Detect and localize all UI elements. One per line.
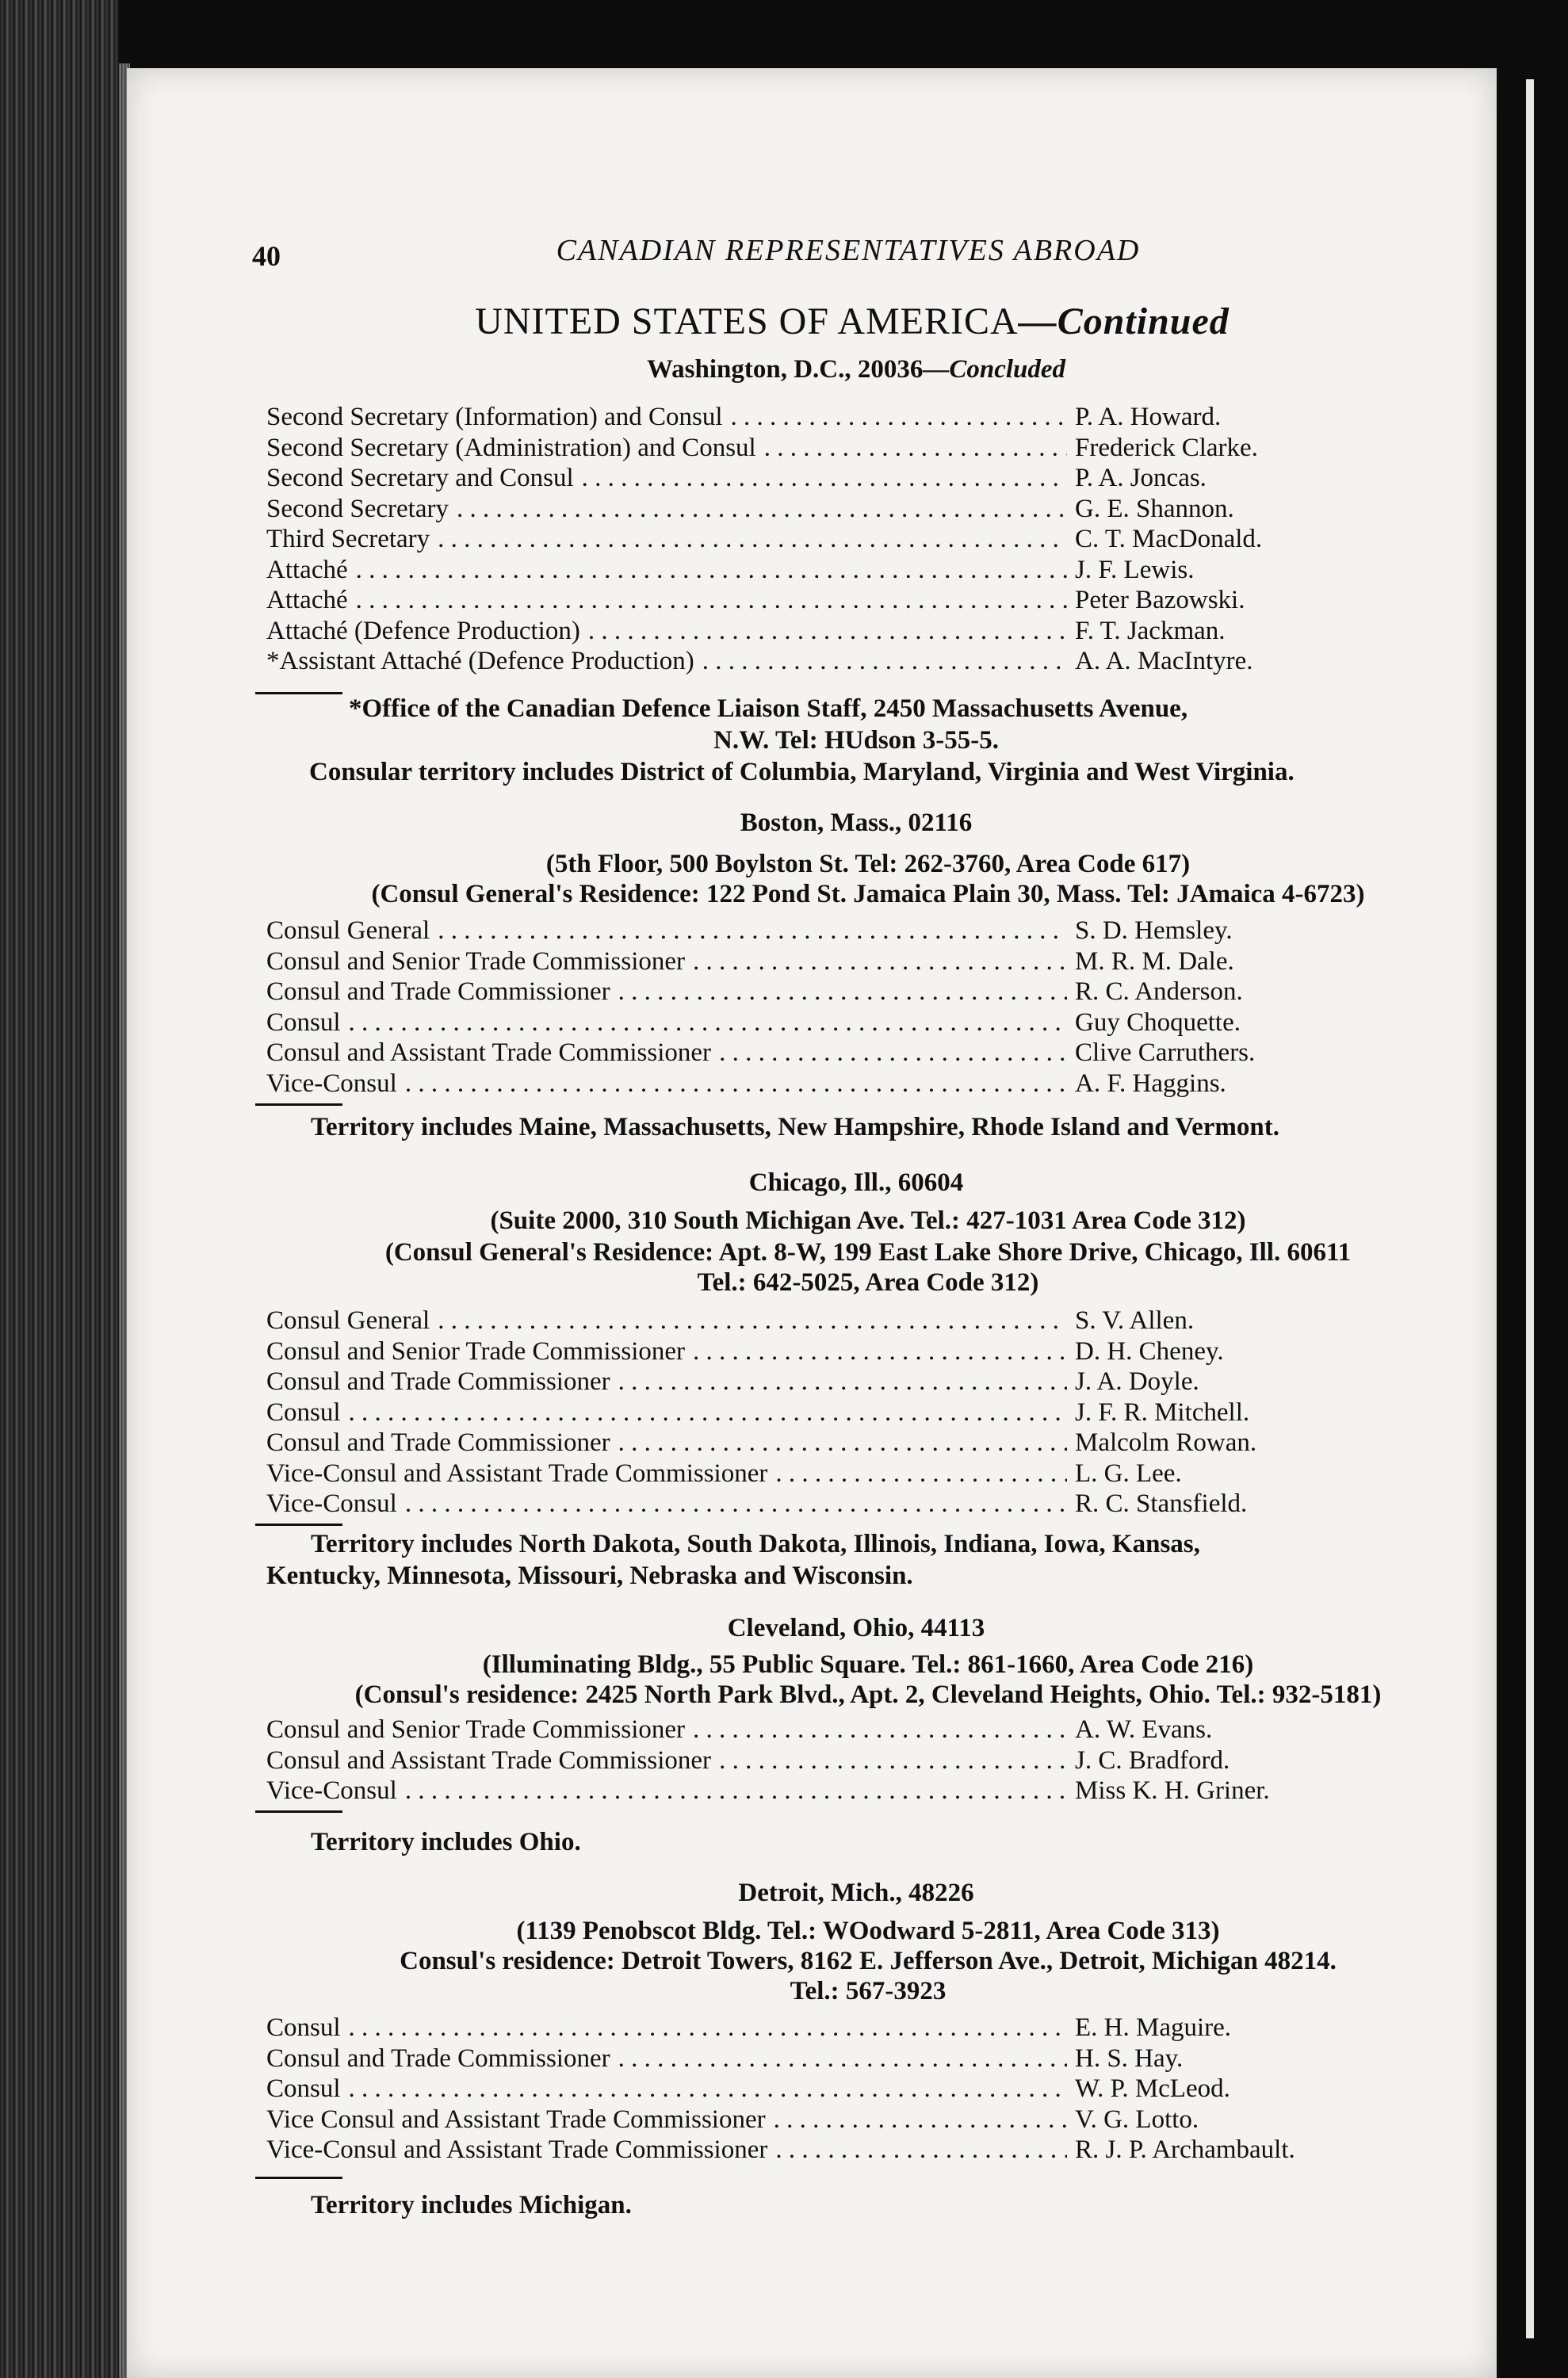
staff-name: R. C. Stansfield. (1075, 1489, 1248, 1518)
section-rule (255, 692, 342, 694)
staff-title: Consul and Assistant Trade Commissioner (266, 1038, 712, 1067)
address-detroit-office: (1139 Penobscot Bldg. Tel.: WOodward 5-2811, Area Code 313) (516, 1917, 1220, 1945)
staff-title: Vice Consul and Assistant Trade Commissioner (266, 2105, 766, 2134)
staff-name: V. G. Lotto. (1075, 2105, 1199, 2134)
dot-leader (618, 1367, 1067, 1397)
dot-leader (719, 1746, 1067, 1776)
roster-detroit (266, 2013, 1321, 2166)
dot-leader (582, 464, 1067, 493)
staff-name: S. V. Allen. (1075, 1306, 1195, 1335)
address-chicago-office: (Suite 2000, 310 South Michigan Ave. Tel.: 427-1031 Area Code 312) (490, 1206, 1246, 1235)
staff-row (266, 2074, 1321, 2105)
dot-leader (349, 2074, 1067, 2104)
dot-leader (719, 1038, 1067, 1068)
staff-title: Consul (266, 2074, 341, 2103)
staff-name: R. C. Anderson. (1075, 977, 1243, 1006)
territory-cleveland: Territory includes Ohio. (311, 1828, 581, 1856)
city-heading-chicago: Chicago, Ill., 60604 (748, 1168, 964, 1197)
dot-leader (349, 2013, 1067, 2043)
dot-leader (588, 617, 1067, 646)
staff-row (266, 556, 1321, 587)
staff-name: C. T. MacDonald. (1075, 525, 1263, 553)
staff-row (266, 617, 1321, 648)
staff-row (266, 1715, 1321, 1746)
dot-leader (774, 2105, 1067, 2135)
dot-leader (405, 1069, 1067, 1099)
staff-name: Miss K. H. Griner. (1075, 1776, 1270, 1805)
staff-row (266, 1489, 1321, 1520)
dot-leader (438, 1306, 1067, 1336)
staff-name: H. S. Hay. (1075, 2043, 1184, 2073)
address-cleveland-office: (Illuminating Bldg., 55 Public Square. Tel.: 861-1660, Area Code 216) (482, 1650, 1254, 1679)
dot-leader (775, 2135, 1067, 2165)
staff-title: Consul (266, 1397, 341, 1427)
staff-row (266, 2105, 1321, 2136)
dot-leader (457, 495, 1067, 524)
staff-name: A. F. Haggins. (1075, 1069, 1226, 1098)
roster-washington (266, 403, 1321, 678)
territory-washington: Consular territory includes District of Columbia, Maryland, Virginia and West Virginia. (309, 758, 1295, 786)
staff-row (266, 1776, 1321, 1807)
address-chicago-phone: Tel.: 642-5025, Area Code 312) (697, 1268, 1039, 1297)
dot-leader (356, 586, 1067, 615)
city-heading-boston: Boston, Mass., 02116 (740, 809, 973, 837)
staff-row (266, 2044, 1321, 2075)
address-cleveland-residence: (Consul's residence: 2425 North Park Blvd., Apt. 2, Cleveland Heights, Ohio. Tel.: 932-5181) (354, 1680, 1382, 1709)
dot-leader (693, 1715, 1067, 1745)
address-chicago-residence: (Consul General's Residence: Apt. 8-W, 199 East Lake Shore Drive, Chicago, Ill. 60611 (384, 1238, 1352, 1267)
country-suffix: —Continued (1018, 300, 1230, 342)
staff-row (266, 647, 1321, 678)
dot-leader (731, 403, 1067, 432)
staff-title: Attaché (Defence Production) (266, 616, 580, 645)
section-rule (255, 1524, 342, 1526)
address-detroit-phone: Tel.: 567-3923 (790, 1977, 947, 2005)
staff-title: Consul and Trade Commissioner (266, 2043, 610, 2073)
dot-leader (618, 977, 1067, 1007)
footnote-line1: *Office of the Canadian Defence Liaison Staff, 2450 Massachusetts Avenue, (349, 694, 1188, 723)
staff-name: F. T. Jackman. (1075, 616, 1226, 645)
staff-title: Consul and Trade Commissioner (266, 1367, 610, 1396)
staff-row (266, 1069, 1321, 1100)
section-rule (255, 2177, 342, 2179)
staff-name: P. A. Joncas. (1075, 464, 1207, 492)
staff-name: R. J. P. Archambault. (1075, 2135, 1295, 2164)
dot-leader (438, 916, 1067, 946)
dot-leader (405, 1489, 1067, 1519)
staff-name: S. D. Hemsley. (1075, 916, 1233, 945)
section-rule (255, 1810, 342, 1813)
staff-name: M. R. M. Dale. (1075, 946, 1234, 976)
staff-row (266, 495, 1321, 526)
territory-detroit: Territory includes Michigan. (311, 2191, 632, 2219)
staff-title: *Assistant Attaché (Defence Production) (266, 647, 694, 675)
page-edge-line (1526, 79, 1534, 2338)
staff-row (266, 525, 1321, 556)
staff-title: Consul and Trade Commissioner (266, 977, 610, 1006)
country-heading (317, 300, 1387, 343)
territory-chicago-line1: Territory includes North Dakota, South Dakota, Illinois, Indiana, Iowa, Kansas, (311, 1530, 1200, 1558)
address-boston-office: (5th Floor, 500 Boylston St. Tel: 262-3760, Area Code 617) (545, 850, 1191, 878)
staff-row (266, 586, 1321, 617)
staff-name: E. H. Maguire. (1075, 2013, 1232, 2042)
staff-row (266, 434, 1321, 465)
staff-name: G. E. Shannon. (1075, 494, 1234, 523)
staff-name: A. A. MacIntyre. (1075, 647, 1253, 675)
staff-title: Consul and Senior Trade Commissioner (266, 946, 686, 976)
staff-title: Third Secretary (266, 525, 430, 553)
footnote-line2: N.W. Tel: HUdson 3-55-5. (713, 726, 1000, 755)
staff-name: D. H. Cheney. (1075, 1336, 1224, 1366)
staff-row (266, 1459, 1321, 1490)
territory-boston: Territory includes Maine, Massachusetts, New Hampshire, Rhode Island and Vermont. (311, 1113, 1279, 1141)
city-heading-washington (262, 355, 1451, 384)
staff-row (266, 1306, 1321, 1337)
staff-title: Attaché (266, 555, 348, 584)
staff-title: Second Secretary (266, 494, 449, 523)
dot-leader (618, 2044, 1067, 2074)
staff-name: Clive Carruthers. (1075, 1038, 1256, 1067)
staff-row (266, 1337, 1321, 1368)
staff-title: Consul and Trade Commissioner (266, 1428, 610, 1457)
city-heading-cleveland: Cleveland, Ohio, 44113 (727, 1614, 985, 1642)
staff-row (266, 464, 1321, 495)
staff-title: Consul (266, 1007, 341, 1037)
staff-row (266, 403, 1321, 434)
staff-name: J. F. R. Mitchell. (1075, 1397, 1250, 1427)
page-number: 40 (252, 240, 281, 272)
staff-title: Consul General (266, 916, 430, 945)
staff-name: J. C. Bradford. (1075, 1745, 1230, 1775)
staff-title: Second Secretary (Information) and Consul (266, 403, 723, 431)
dot-leader (405, 1776, 1067, 1806)
staff-title: Second Secretary (Administration) and Consul (266, 433, 756, 462)
staff-row (266, 916, 1321, 947)
dot-leader (349, 1398, 1067, 1428)
roster-cleveland (266, 1715, 1321, 1807)
country-name: UNITED STATES OF AMERICA (475, 300, 1019, 342)
staff-name: Peter Bazowski. (1075, 586, 1245, 614)
staff-title: Vice-Consul and Assistant Trade Commissioner (266, 2135, 768, 2164)
city-suffix: —Concluded (923, 355, 1066, 384)
staff-name: J. F. Lewis. (1075, 555, 1195, 584)
roster-chicago (266, 1306, 1321, 1520)
staff-row (266, 977, 1321, 1008)
staff-row (266, 2135, 1321, 2166)
dot-leader (356, 556, 1067, 585)
staff-title: Consul (266, 2013, 341, 2042)
address-boston-residence: (Consul General's Residence: 122 Pond St. Jamaica Plain 30, Mass. Tel: JAmaica 4-6723) (371, 880, 1365, 908)
staff-title: Second Secretary and Consul (266, 464, 574, 492)
staff-name: P. A. Howard. (1075, 403, 1222, 431)
staff-row (266, 1746, 1321, 1777)
book-binding (0, 0, 119, 2378)
dot-leader (693, 1337, 1067, 1367)
staff-name: Guy Choquette. (1075, 1007, 1241, 1037)
staff-row (266, 1398, 1321, 1429)
staff-title: Attaché (266, 586, 348, 614)
staff-title: Vice-Consul (266, 1489, 397, 1518)
staff-title: Vice-Consul and Assistant Trade Commissioner (266, 1459, 768, 1488)
staff-row (266, 1038, 1321, 1069)
staff-name: L. G. Lee. (1075, 1459, 1182, 1488)
running-head: CANADIAN REPRESENTATIVES ABROAD (556, 234, 1141, 267)
city-heading-detroit: Detroit, Mich., 48226 (738, 1879, 974, 1907)
staff-name: Frederick Clarke. (1075, 433, 1258, 462)
staff-row (266, 1367, 1321, 1398)
staff-title: Consul and Assistant Trade Commissioner (266, 1745, 712, 1775)
address-detroit-residence: Consul's residence: Detroit Towers, 8162 E. Jefferson Ave., Detroit, Michigan 48214. (400, 1947, 1337, 1975)
staff-title: Vice-Consul (266, 1069, 397, 1098)
staff-title: Consul General (266, 1306, 430, 1335)
staff-title: Vice-Consul (266, 1776, 397, 1805)
staff-row (266, 1008, 1321, 1039)
dot-leader (693, 947, 1067, 977)
city-name: Washington, D.C., 20036 (646, 355, 924, 384)
staff-title: Consul and Senior Trade Commissioner (266, 1336, 686, 1366)
staff-name: J. A. Doyle. (1075, 1367, 1199, 1396)
staff-row (266, 947, 1321, 978)
section-rule (255, 1103, 342, 1106)
staff-name: A. W. Evans. (1075, 1715, 1213, 1744)
dot-leader (764, 434, 1067, 463)
dot-leader (349, 1008, 1067, 1038)
dot-leader (702, 647, 1067, 676)
staff-name: Malcolm Rowan. (1075, 1428, 1257, 1457)
territory-chicago-line2: Kentucky, Minnesota, Missouri, Nebraska and Wisconsin. (266, 1562, 913, 1590)
staff-title: Consul and Senior Trade Commissioner (266, 1715, 686, 1744)
roster-boston (266, 916, 1321, 1099)
staff-row (266, 2013, 1321, 2044)
dot-leader (438, 525, 1067, 554)
staff-row (266, 1428, 1321, 1459)
dot-leader (618, 1428, 1067, 1458)
dot-leader (775, 1459, 1067, 1489)
staff-name: W. P. McLeod. (1075, 2074, 1230, 2103)
